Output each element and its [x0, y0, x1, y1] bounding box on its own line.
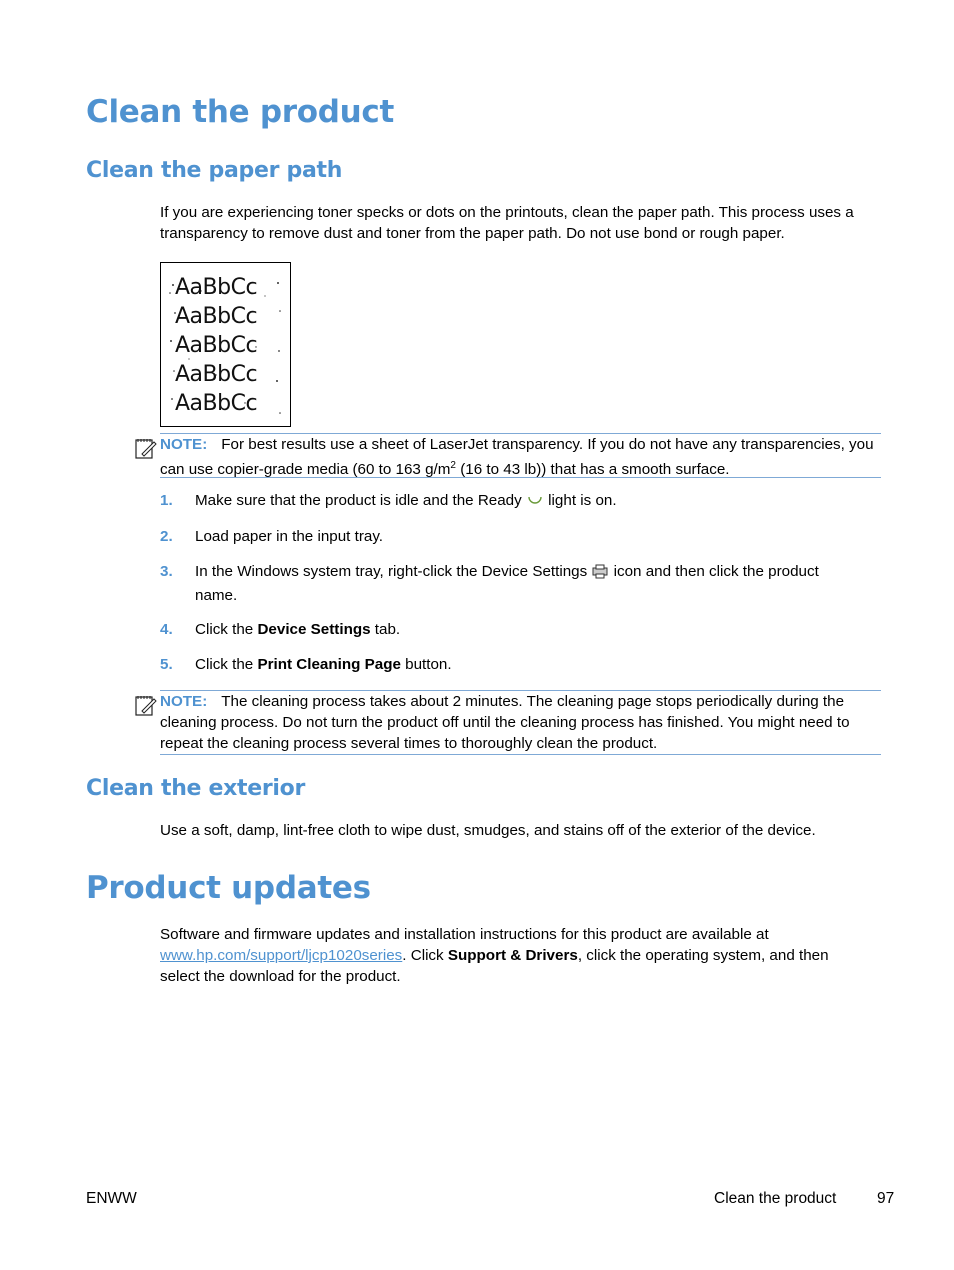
- sample-text-line: AaBbCc: [175, 304, 258, 329]
- step-number: 4.: [160, 621, 173, 638]
- step-text: Click the: [195, 656, 258, 673]
- note-text: For best results use a sheet of LaserJet transparency. If you do not have any transparencies, you can use copier-grade media (60 to 163 g/m: [160, 436, 874, 479]
- step-number: 2.: [160, 528, 173, 545]
- support-link[interactable]: www.hp.com/support/ljcp1020series: [160, 947, 403, 964]
- product-updates-text: [160, 924, 860, 987]
- superscript: 2: [450, 460, 456, 471]
- note-pad-icon: [134, 436, 158, 460]
- step-text: tab.: [370, 621, 401, 638]
- step-text: In the Windows system tray, right-click the Device Settings: [195, 563, 592, 580]
- step-3: [195, 561, 855, 606]
- step-number: 3.: [160, 563, 173, 580]
- section-title-exterior: Clean the exterior: [86, 776, 306, 801]
- step-text: button.: [400, 656, 452, 673]
- sample-text-line: AaBbCc: [175, 333, 258, 358]
- sample-text-line: AaBbCc: [175, 362, 258, 387]
- note-text: The cleaning process takes about 2 minutes. The cleaning page stops periodically during the cleaning process. Do not turn the product off until the cleaning process has finished. You might need to repeat the cleaning process several times to thoroughly clean the product.: [160, 693, 850, 752]
- step-number: 1.: [160, 492, 173, 509]
- paper-path-intro: If you are experiencing toner specks or dots on the printouts, clean the paper path. This process uses a transparency to remove dust and toner from the paper path. Do not use bond or rough paper.: [160, 204, 854, 242]
- note-pad-icon: [134, 693, 158, 717]
- step-text: Make sure that the product is idle and the Ready: [195, 492, 526, 509]
- ui-element-name: Device Settings: [257, 621, 371, 638]
- sample-print-image: [160, 262, 291, 427]
- step-4: [195, 619, 855, 640]
- step-text: Click the: [195, 621, 258, 638]
- sample-text-line: AaBbCc: [175, 391, 258, 416]
- note-label: NOTE:: [160, 693, 208, 710]
- note-cleaning-process: [160, 690, 881, 755]
- ready-light-icon: [526, 492, 544, 514]
- footer-page-number: 97: [877, 1190, 895, 1207]
- section-title-paper-path: Clean the paper path: [86, 158, 343, 183]
- exterior-text: Use a soft, damp, lint-free cloth to wipe dust, smudges, and stains off of the exterior of the device.: [160, 822, 816, 839]
- step-text: light is on.: [543, 492, 617, 509]
- note-label: NOTE:: [160, 436, 208, 453]
- footer-left: ENWW: [86, 1190, 137, 1207]
- product-updates-title: Product updates: [86, 870, 371, 906]
- ui-element-name: Print Cleaning Page: [257, 656, 401, 673]
- sample-text-line: AaBbCc: [175, 275, 258, 300]
- support-drivers-label: Support & Drivers: [447, 947, 578, 964]
- step-number: 5.: [160, 656, 173, 673]
- updates-text: , click the operating system, and then select the download for the product.: [160, 947, 829, 985]
- step-1: [195, 490, 855, 514]
- step-5: [195, 654, 855, 675]
- step-text: icon and then click the product name.: [195, 563, 819, 604]
- note-text-end: (16 to 43 lb)) that has a smooth surface.: [455, 461, 730, 479]
- device-settings-icon: [591, 563, 609, 585]
- step-2: Load paper in the input tray.: [195, 528, 384, 545]
- page-title: Clean the product: [86, 94, 395, 130]
- updates-text: Software and firmware updates and installation instructions for this product are available at: [160, 926, 769, 943]
- note-transparency: [160, 433, 881, 478]
- footer-section: Clean the product: [714, 1190, 837, 1207]
- updates-text: . Click: [402, 947, 448, 964]
